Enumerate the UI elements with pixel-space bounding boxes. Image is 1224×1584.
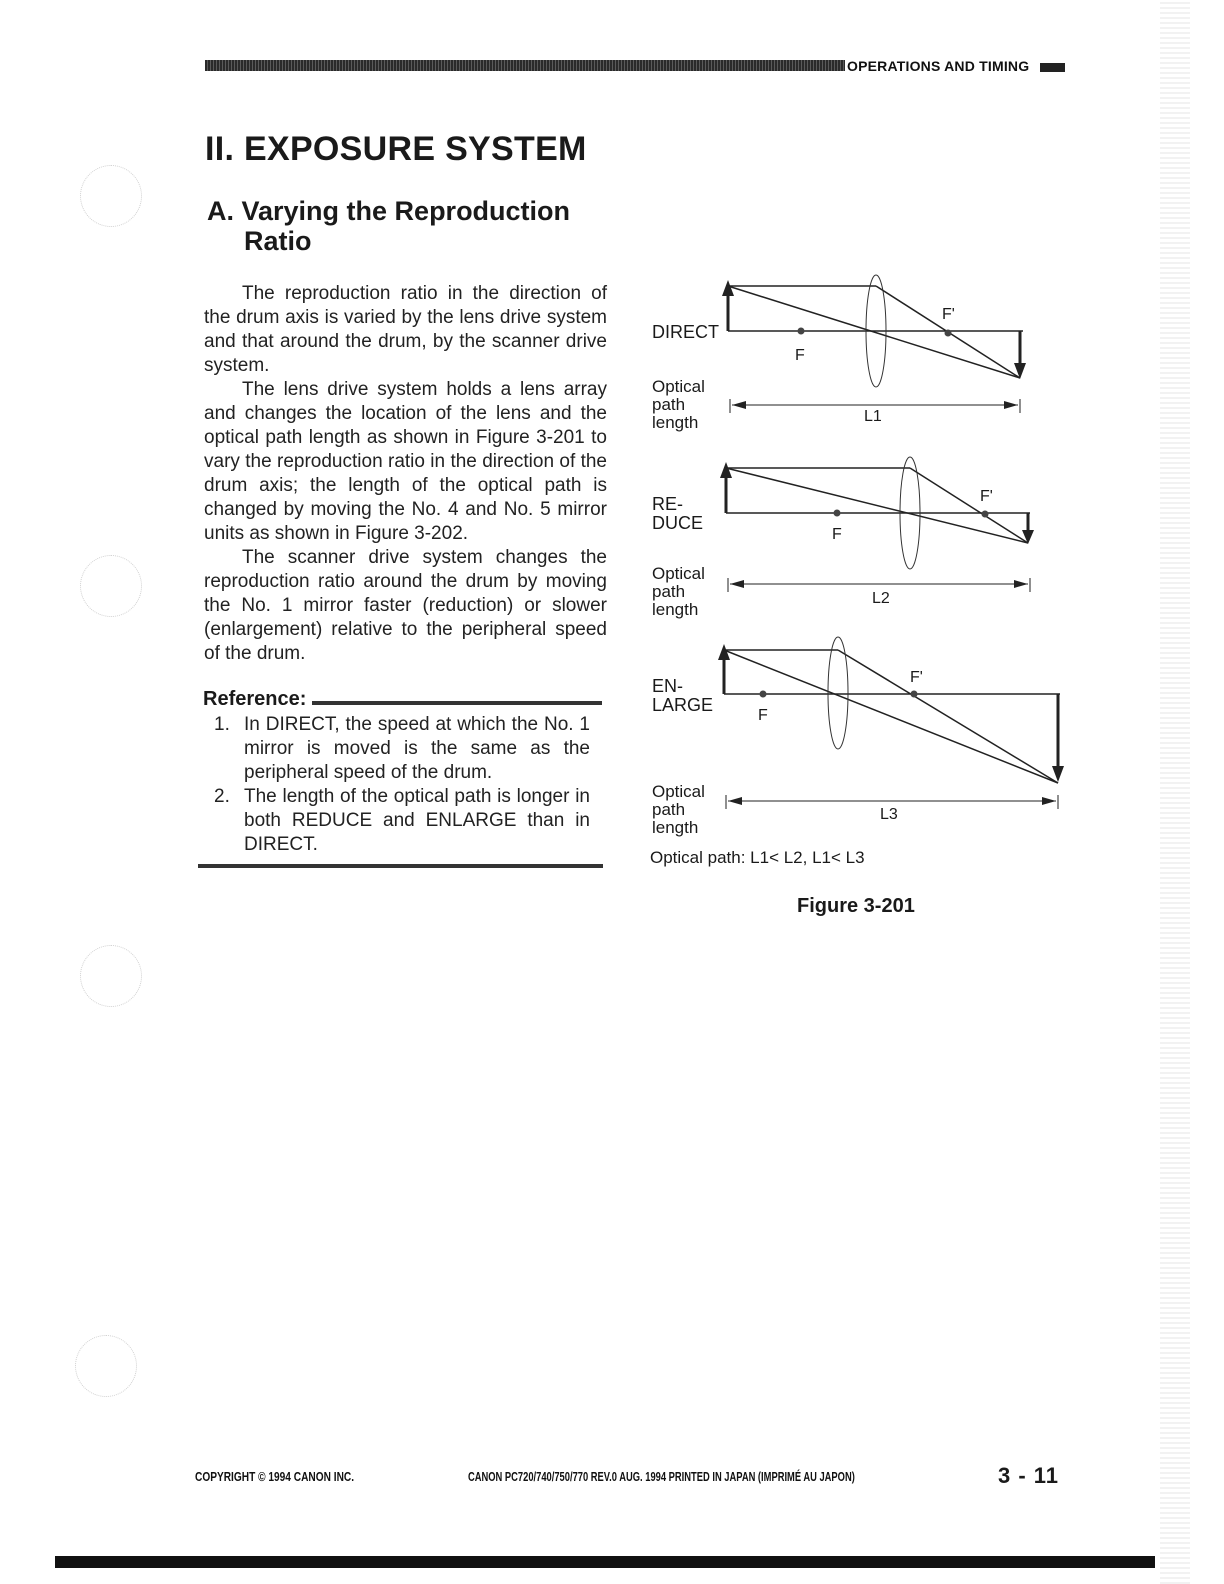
paragraph: The scanner drive system changes the reproduction ratio around the drum by moving the No. 1 mirror faster (reduction) or slower (enlargement) relative to the peripheral speed of the drum. (204, 547, 607, 664)
object-arrowhead (720, 462, 732, 478)
binder-hole (80, 555, 142, 617)
paragraph: The reproduction ratio in the direction of the drum axis is varied by the lens drive system and that around the drum, by the scanner drive system. (204, 283, 607, 376)
reference-bottom-rule (198, 864, 603, 868)
optical-label-line2: path (652, 395, 686, 414)
subsection-title (207, 196, 627, 256)
scanned-page-edge (1160, 0, 1190, 1584)
focal-back-label: F' (910, 669, 923, 686)
optical-label-line3: length (652, 413, 699, 432)
focal-point-back (945, 330, 952, 337)
path-length-label: L2 (872, 590, 890, 607)
optical-label-line2: path (652, 800, 686, 819)
focal-back-label: F' (942, 306, 955, 323)
footer-copyright: COPYRIGHT © 1994 CANON INC. (195, 1469, 355, 1484)
figure-caption: Figure 3-201 (797, 895, 915, 917)
reference-item (214, 785, 590, 857)
path-length-label: L1 (864, 408, 882, 425)
ray (728, 286, 1020, 378)
bottom-edge-bar (55, 1556, 1155, 1568)
optical-label-line3: length (652, 600, 699, 619)
focal-front-label: F (758, 707, 768, 724)
page-number: 3 - 11 (998, 1463, 1060, 1488)
subsection-title-line1: A. Varying the Reproduction (207, 196, 571, 226)
diagram-reduce (652, 457, 1034, 619)
binder-hole (80, 945, 142, 1007)
binder-hole (80, 165, 142, 227)
focal-front-label: F (832, 526, 842, 543)
mode-label-line1: RE- (652, 494, 683, 514)
optical-label-line1: Optical (652, 377, 705, 396)
optical-label-line1: Optical (652, 782, 705, 801)
ray (724, 650, 1058, 783)
paragraph: The lens drive system holds a lens array and changes the location of the lens and the optical path length as shown in Figure 3-201 to vary the reproduction ratio in the direction of the drum axis; the length of the optical path is changed by moving the No. 4 and No. 5 mirror units as shown in Figure 3-202. (204, 379, 607, 544)
reference-heading: Reference: (203, 688, 307, 710)
header-rule (205, 60, 845, 71)
running-header: OPERATIONS AND TIMING (847, 58, 1030, 74)
reference-item-text: The length of the optical path is longer in both REDUCE and ENLARGE than in DIRECT. (244, 786, 590, 855)
reference-item (214, 713, 590, 785)
header-end-block (1040, 63, 1065, 72)
diagram-direct (652, 275, 1026, 432)
optical-label-line1: Optical (652, 564, 705, 583)
reference-item-number: 2. (214, 786, 230, 807)
ray (726, 468, 1028, 543)
diagram-enlarge (652, 637, 1064, 837)
optical-label-line2: path (652, 582, 686, 601)
focal-point-front (834, 510, 841, 517)
focal-point-front (798, 328, 805, 335)
footer-product-info: CANON PC720/740/750/770 REV.0 AUG. 1994 PRINTED IN JAPAN (IMPRIMÉ AU JAPON) (468, 1469, 855, 1484)
ray (910, 468, 1028, 543)
mode-label-line1: EN- (652, 676, 683, 696)
optical-label-line3: length (652, 818, 699, 837)
optical-path-summary: Optical path: L1< L2, L1< L3 (650, 848, 865, 867)
reference-list (214, 713, 590, 857)
reference-rule (312, 701, 602, 705)
focal-point-back (911, 691, 918, 698)
focal-point-front (760, 691, 767, 698)
focal-back-label: F' (980, 488, 993, 505)
reference-item-text: In DIRECT, the speed at which the No. 1 mirror is moved is the same as the peripheral speed of the drum. (244, 714, 590, 783)
mode-label: DIRECT (652, 322, 719, 342)
section-title: II. EXPOSURE SYSTEM (205, 130, 587, 168)
binder-hole (75, 1335, 137, 1397)
mode-label-line2: LARGE (652, 695, 714, 715)
mode-label-line2: DUCE (652, 513, 704, 533)
focal-point-back (982, 511, 989, 518)
body-text (204, 282, 607, 666)
optical-path-figure (640, 268, 1080, 878)
path-length-label: L3 (880, 806, 898, 823)
reference-item-number: 1. (214, 714, 230, 735)
subsection-title-line2: Ratio (244, 226, 312, 256)
ray (838, 650, 1058, 783)
focal-front-label: F (795, 347, 805, 364)
